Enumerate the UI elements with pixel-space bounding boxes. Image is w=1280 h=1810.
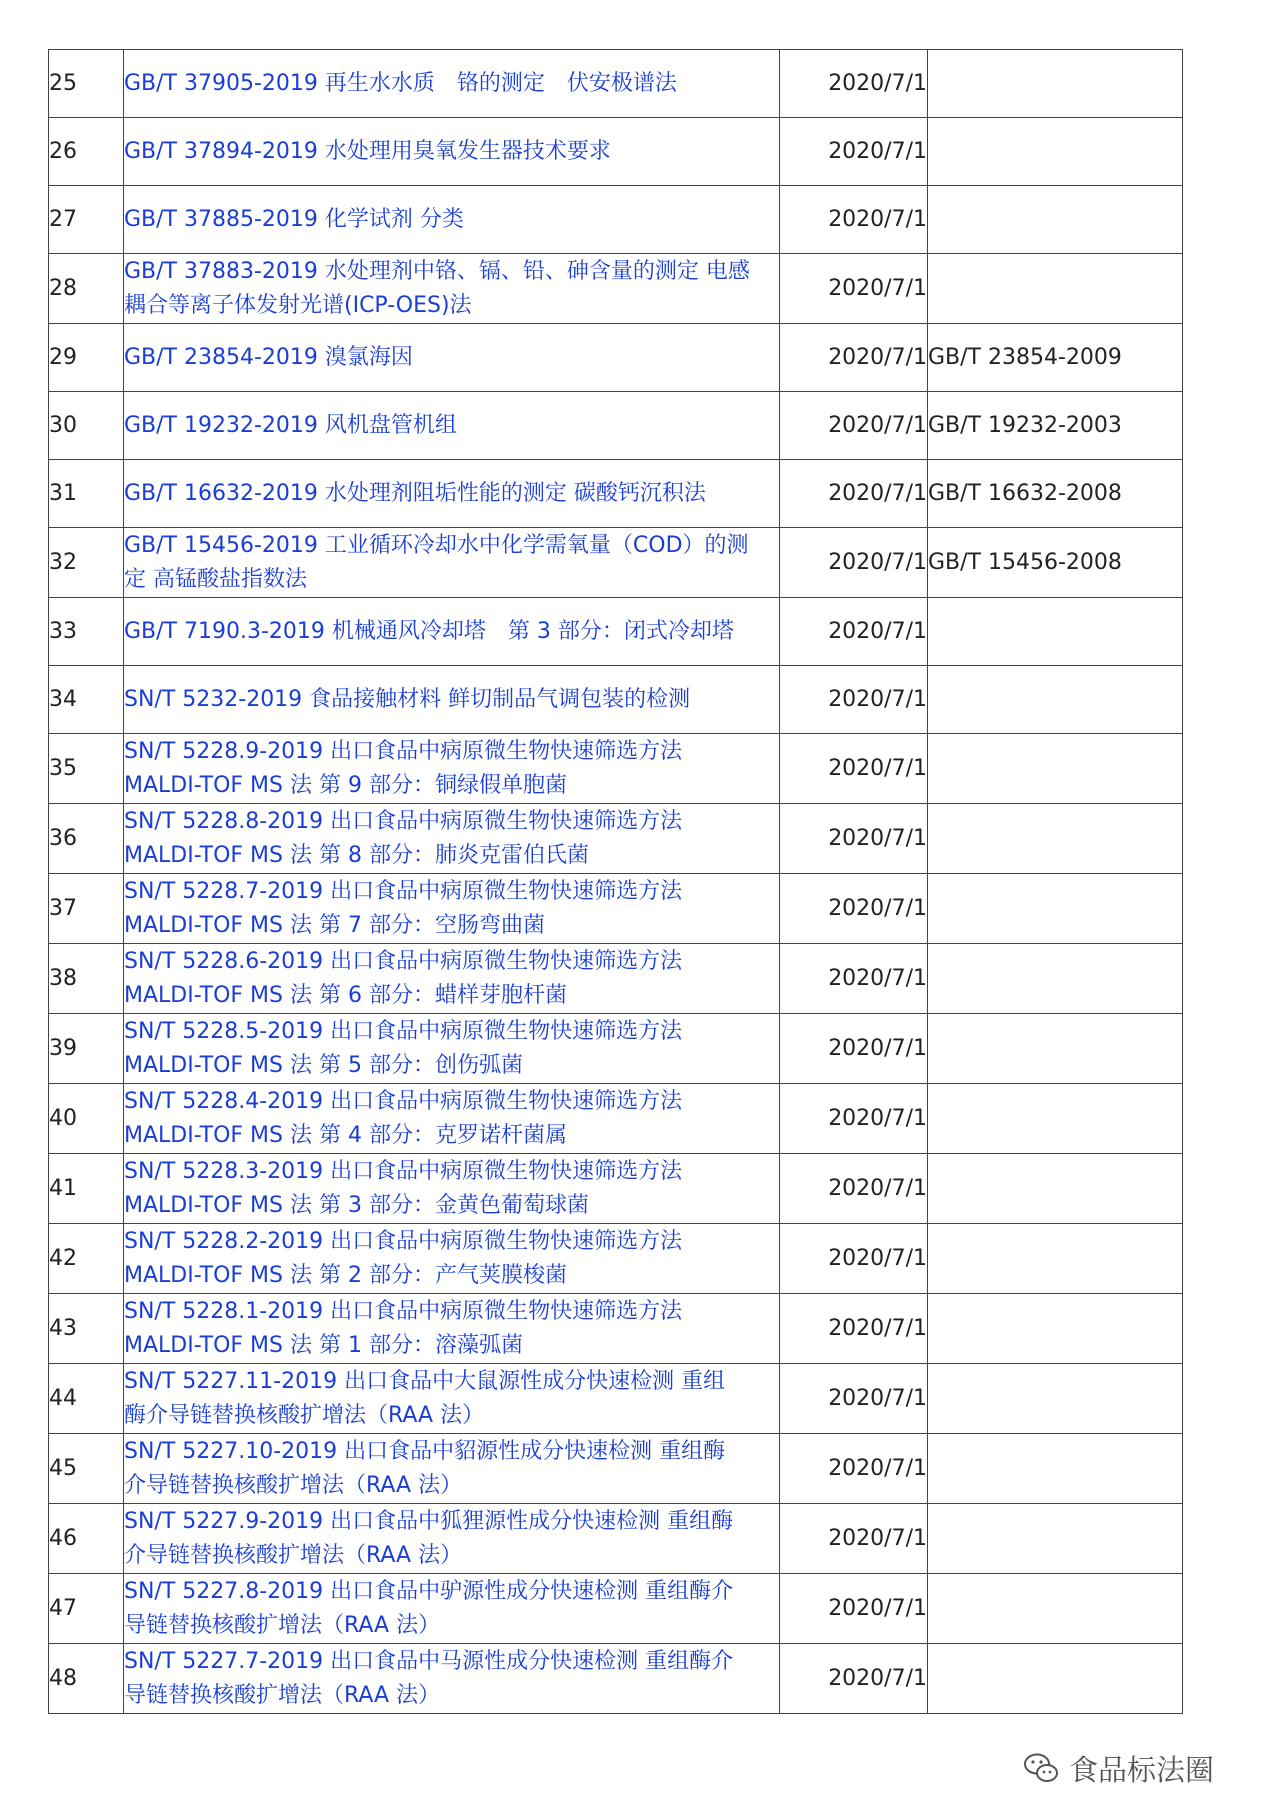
table-row <box>49 1084 1183 1154</box>
implementation-date: 2020/7/1 <box>780 1364 928 1434</box>
row-number: 25 <box>49 50 124 118</box>
standard-title-line1[interactable]: SN/T 5232-2019 食品接触材料 鲜切制品气调包装的检测 <box>124 686 691 712</box>
table-row <box>49 874 1183 944</box>
standard-title-cell <box>124 254 780 324</box>
table-row <box>49 324 1183 392</box>
standard-title-line2[interactable]: 导链替换核酸扩增法（RAA 法） <box>124 1612 441 1638</box>
replaced-standard <box>928 1224 1183 1294</box>
replaced-standard <box>928 50 1183 118</box>
row-number: 30 <box>49 392 124 460</box>
table-row <box>49 50 1183 118</box>
row-number: 28 <box>49 254 124 324</box>
standard-title-line2[interactable]: 介导链替换核酸扩增法（RAA 法） <box>124 1472 463 1498</box>
standard-title-line2[interactable]: MALDI-TOF MS 法 第 2 部分：产气荚膜梭菌 <box>124 1262 567 1288</box>
standard-title-cell <box>124 734 780 804</box>
replaced-standard <box>928 1574 1183 1644</box>
replaced-standard <box>928 944 1183 1014</box>
table-row <box>49 254 1183 324</box>
row-number: 32 <box>49 528 124 598</box>
replaced-standard <box>928 1434 1183 1504</box>
row-number: 46 <box>49 1504 124 1574</box>
standard-title-line1[interactable]: GB/T 37894-2019 水处理用臭氧发生器技术要求 <box>124 138 611 164</box>
standard-title-line1[interactable]: SN/T 5227.9-2019 出口食品中狐狸源性成分快速检测 重组酶 <box>124 1508 734 1534</box>
table-row <box>49 1644 1183 1714</box>
standard-title-line1[interactable]: SN/T 5228.8-2019 出口食品中病原微生物快速筛选方法 <box>124 808 683 834</box>
table-row <box>49 1224 1183 1294</box>
replaced-standard: GB/T 16632-2008 <box>928 460 1183 528</box>
standard-title-line1[interactable]: SN/T 5228.3-2019 出口食品中病原微生物快速筛选方法 <box>124 1158 683 1184</box>
replaced-standard: GB/T 19232-2003 <box>928 392 1183 460</box>
implementation-date: 2020/7/1 <box>780 460 928 528</box>
replaced-standard <box>928 598 1183 666</box>
standard-title-cell <box>124 460 780 528</box>
implementation-date: 2020/7/1 <box>780 666 928 734</box>
table-row <box>49 1434 1183 1504</box>
row-number: 48 <box>49 1644 124 1714</box>
standard-title-line1[interactable]: GB/T 37883-2019 水处理剂中铬、镉、铅、砷含量的测定 电感 <box>124 258 750 284</box>
row-number: 45 <box>49 1434 124 1504</box>
standard-title-line1[interactable]: GB/T 37905-2019 再生水水质 铬的测定 伏安极谱法 <box>124 70 677 96</box>
replaced-standard <box>928 874 1183 944</box>
row-number: 41 <box>49 1154 124 1224</box>
standard-title-line2[interactable]: MALDI-TOF MS 法 第 6 部分：蜡样芽胞杆菌 <box>124 982 567 1008</box>
standard-title-line1[interactable]: SN/T 5228.1-2019 出口食品中病原微生物快速筛选方法 <box>124 1298 683 1324</box>
replaced-standard: GB/T 23854-2009 <box>928 324 1183 392</box>
replaced-standard <box>928 118 1183 186</box>
table-row <box>49 1364 1183 1434</box>
table-row <box>49 944 1183 1014</box>
implementation-date: 2020/7/1 <box>780 1224 928 1294</box>
implementation-date: 2020/7/1 <box>780 392 928 460</box>
standard-title-line1[interactable]: GB/T 7190.3-2019 机械通风冷却塔 第 3 部分：闭式冷却塔 <box>124 618 734 644</box>
replaced-standard <box>928 804 1183 874</box>
implementation-date: 2020/7/1 <box>780 944 928 1014</box>
implementation-date: 2020/7/1 <box>780 1294 928 1364</box>
standard-title-line1[interactable]: GB/T 23854-2019 溴氯海因 <box>124 344 413 370</box>
replaced-standard <box>928 1644 1183 1714</box>
standard-title-line2[interactable]: 酶介导链替换核酸扩增法（RAA 法） <box>124 1402 485 1428</box>
replaced-standard <box>928 1014 1183 1084</box>
standards-table <box>48 49 1183 1714</box>
row-number: 36 <box>49 804 124 874</box>
replaced-standard <box>928 186 1183 254</box>
standard-title-line2[interactable]: MALDI-TOF MS 法 第 1 部分：溶藻弧菌 <box>124 1332 523 1358</box>
standard-title-cell <box>124 1364 780 1434</box>
standard-title-cell <box>124 874 780 944</box>
implementation-date: 2020/7/1 <box>780 50 928 118</box>
implementation-date: 2020/7/1 <box>780 804 928 874</box>
row-number: 26 <box>49 118 124 186</box>
standard-title-line2[interactable]: 耦合等离子体发射光谱(ICP-OES)法 <box>124 292 472 318</box>
implementation-date: 2020/7/1 <box>780 1574 928 1644</box>
replaced-standard <box>928 1504 1183 1574</box>
standard-title-cell <box>124 804 780 874</box>
row-number: 31 <box>49 460 124 528</box>
standard-title-line1[interactable]: GB/T 37885-2019 化学试剂 分类 <box>124 206 464 232</box>
row-number: 29 <box>49 324 124 392</box>
standard-title-cell <box>124 324 780 392</box>
standard-title-line1[interactable]: SN/T 5228.7-2019 出口食品中病原微生物快速筛选方法 <box>124 878 683 904</box>
row-number: 42 <box>49 1224 124 1294</box>
table-row <box>49 598 1183 666</box>
standard-title-line1[interactable]: SN/T 5227.8-2019 出口食品中驴源性成分快速检测 重组酶介 <box>124 1578 734 1604</box>
table-row <box>49 666 1183 734</box>
watermark-text: 食品标法圈 <box>1069 1752 1215 1787</box>
standard-title-line2[interactable]: MALDI-TOF MS 法 第 4 部分：克罗诺杆菌属 <box>124 1122 567 1148</box>
row-number: 37 <box>49 874 124 944</box>
standards-table-body <box>49 50 1183 1714</box>
standard-title-line2[interactable]: MALDI-TOF MS 法 第 3 部分：金黄色葡萄球菌 <box>124 1192 589 1218</box>
replaced-standard <box>928 254 1183 324</box>
standard-title-line1[interactable]: SN/T 5227.10-2019 出口食品中貂源性成分快速检测 重组酶 <box>124 1438 726 1464</box>
row-number: 27 <box>49 186 124 254</box>
implementation-date: 2020/7/1 <box>780 734 928 804</box>
replaced-standard <box>928 734 1183 804</box>
replaced-standard <box>928 1364 1183 1434</box>
standard-title-cell <box>124 186 780 254</box>
table-row <box>49 1504 1183 1574</box>
implementation-date: 2020/7/1 <box>780 874 928 944</box>
row-number: 44 <box>49 1364 124 1434</box>
standard-title-line1[interactable]: SN/T 5228.2-2019 出口食品中病原微生物快速筛选方法 <box>124 1228 683 1254</box>
standard-title-cell <box>124 1294 780 1364</box>
standard-title-line1[interactable]: SN/T 5228.4-2019 出口食品中病原微生物快速筛选方法 <box>124 1088 683 1114</box>
row-number: 34 <box>49 666 124 734</box>
table-row <box>49 1294 1183 1364</box>
table-row <box>49 186 1183 254</box>
standard-title-line1[interactable]: SN/T 5228.6-2019 出口食品中病原微生物快速筛选方法 <box>124 948 683 974</box>
table-row <box>49 804 1183 874</box>
replaced-standard <box>928 1154 1183 1224</box>
row-number: 43 <box>49 1294 124 1364</box>
standard-title-cell <box>124 1224 780 1294</box>
standard-title-cell <box>124 50 780 118</box>
replaced-standard: GB/T 15456-2008 <box>928 528 1183 598</box>
standard-title-line1[interactable]: GB/T 19232-2019 风机盘管机组 <box>124 412 457 438</box>
standard-title-line2[interactable]: MALDI-TOF MS 法 第 5 部分：创伤弧菌 <box>124 1052 523 1078</box>
implementation-date: 2020/7/1 <box>780 528 928 598</box>
standard-title-cell <box>124 598 780 666</box>
table-row <box>49 1154 1183 1224</box>
replaced-standard <box>928 1294 1183 1364</box>
standard-title-cell <box>124 666 780 734</box>
table-row <box>49 734 1183 804</box>
standard-title-line1[interactable]: SN/T 5228.5-2019 出口食品中病原微生物快速筛选方法 <box>124 1018 683 1044</box>
standard-title-cell <box>124 118 780 186</box>
standard-title-cell <box>124 1014 780 1084</box>
standard-title-cell <box>124 1434 780 1504</box>
standard-title-line2[interactable]: 介导链替换核酸扩增法（RAA 法） <box>124 1542 463 1568</box>
standard-title-line2[interactable]: MALDI-TOF MS 法 第 8 部分：肺炎克雷伯氏菌 <box>124 842 589 868</box>
replaced-standard <box>928 1084 1183 1154</box>
standard-title-cell <box>124 392 780 460</box>
standard-title-cell <box>124 1084 780 1154</box>
table-row <box>49 1574 1183 1644</box>
standard-title-line1[interactable]: SN/T 5227.11-2019 出口食品中大鼠源性成分快速检测 重组 <box>124 1368 726 1394</box>
row-number: 33 <box>49 598 124 666</box>
standard-title-line2[interactable]: MALDI-TOF MS 法 第 7 部分：空肠弯曲菌 <box>124 912 545 938</box>
standard-title-cell <box>124 1574 780 1644</box>
row-number: 38 <box>49 944 124 1014</box>
implementation-date: 2020/7/1 <box>780 186 928 254</box>
implementation-date: 2020/7/1 <box>780 1014 928 1084</box>
replaced-standard <box>928 666 1183 734</box>
standard-title-line2[interactable]: 导链替换核酸扩增法（RAA 法） <box>124 1682 441 1708</box>
watermark <box>1023 1745 1214 1791</box>
implementation-date: 2020/7/1 <box>780 1504 928 1574</box>
table-row <box>49 528 1183 598</box>
implementation-date: 2020/7/1 <box>780 1434 928 1504</box>
implementation-date: 2020/7/1 <box>780 598 928 666</box>
standard-title-cell <box>124 1504 780 1574</box>
table-row <box>49 460 1183 528</box>
standard-title-cell <box>124 1644 780 1714</box>
standard-title-line1[interactable]: GB/T 16632-2019 水处理剂阻垢性能的测定 碳酸钙沉积法 <box>124 480 706 506</box>
row-number: 47 <box>49 1574 124 1644</box>
implementation-date: 2020/7/1 <box>780 1084 928 1154</box>
standard-title-line1[interactable]: GB/T 15456-2019 工业循环冷却水中化学需氧量（COD）的测 <box>124 532 749 558</box>
row-number: 35 <box>49 734 124 804</box>
standard-title-cell <box>124 528 780 598</box>
table-row <box>49 392 1183 460</box>
table-row <box>49 1014 1183 1084</box>
implementation-date: 2020/7/1 <box>780 118 928 186</box>
standard-title-line2[interactable]: MALDI-TOF MS 法 第 9 部分：铜绿假单胞菌 <box>124 772 567 798</box>
implementation-date: 2020/7/1 <box>780 1154 928 1224</box>
wechat-icon <box>1023 1752 1059 1784</box>
implementation-date: 2020/7/1 <box>780 324 928 392</box>
standard-title-cell <box>124 944 780 1014</box>
standard-title-line1[interactable]: SN/T 5227.7-2019 出口食品中马源性成分快速检测 重组酶介 <box>124 1648 734 1674</box>
row-number: 40 <box>49 1084 124 1154</box>
implementation-date: 2020/7/1 <box>780 1644 928 1714</box>
standard-title-line2[interactable]: 定 高锰酸盐指数法 <box>124 566 307 592</box>
implementation-date: 2020/7/1 <box>780 254 928 324</box>
standard-title-line1[interactable]: SN/T 5228.9-2019 出口食品中病原微生物快速筛选方法 <box>124 738 683 764</box>
table-row <box>49 118 1183 186</box>
row-number: 39 <box>49 1014 124 1084</box>
standard-title-cell <box>124 1154 780 1224</box>
